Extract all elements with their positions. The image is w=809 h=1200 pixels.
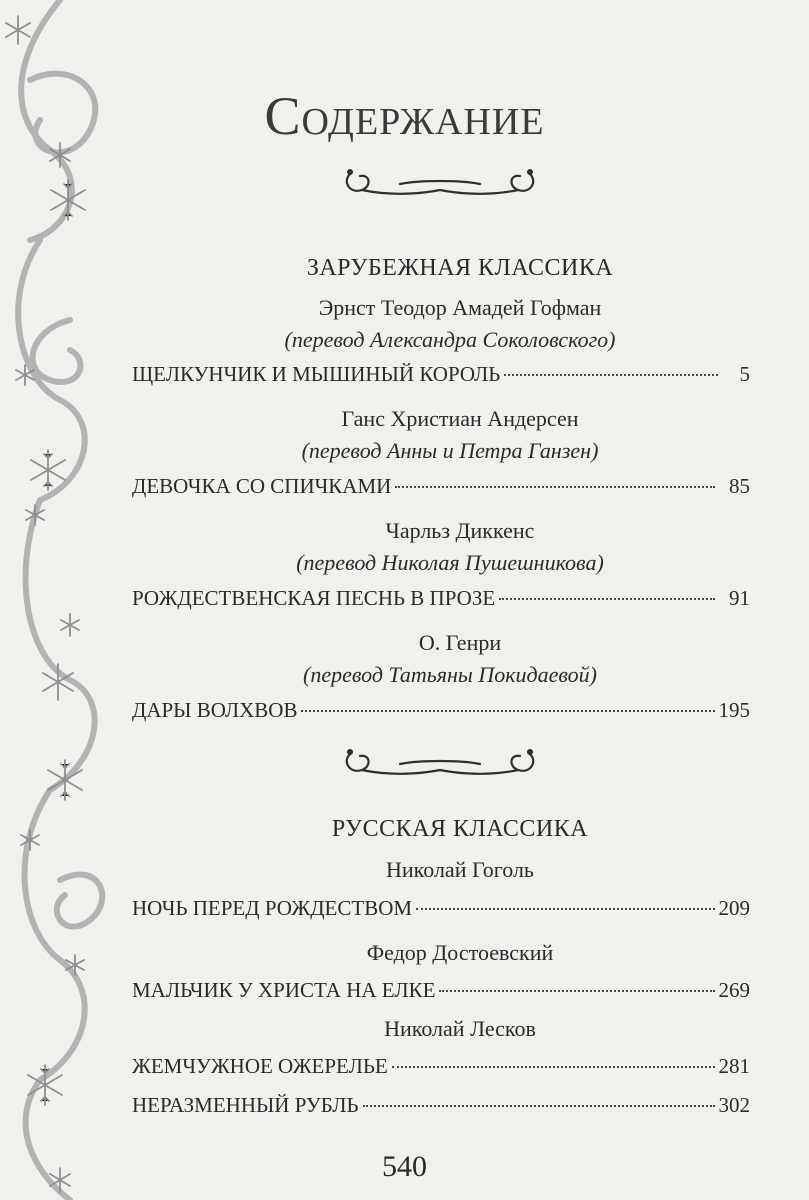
translator-note: (перевод Анны и Петра Ганзен): [301, 438, 599, 463]
author-name: Николай Гоголь: [386, 857, 534, 882]
author-name: Чарльз Диккенс: [385, 518, 535, 543]
dot-leader: [499, 598, 715, 600]
flourish-divider-icon: [340, 160, 540, 204]
dot-leader: [416, 908, 714, 910]
toc-entry[interactable]: [132, 362, 750, 387]
author-name: Ганс Христиан Андерсен: [341, 406, 579, 431]
toc-entry-title: ДЕВОЧКА СО СПИЧКАМИ: [132, 474, 392, 498]
translator-note: (перевод Николая Пушешникова): [296, 550, 604, 575]
dot-leader: [392, 1066, 715, 1068]
dot-leader: [301, 710, 714, 712]
snowflake-swirl-ornament-icon: [0, 0, 130, 1200]
translator-note: (перевод Александра Соколовского): [284, 327, 616, 352]
toc-entry[interactable]: [132, 474, 750, 499]
dot-leader: [504, 374, 717, 376]
toc-entry-page: 281: [718, 1054, 750, 1078]
toc-entry-page: 195: [718, 698, 750, 722]
page-number: 540: [382, 1150, 427, 1183]
toc-entry[interactable]: [132, 978, 750, 1003]
translator-note: (перевод Татьяны Покидаевой): [303, 662, 597, 687]
section-heading-foreign: ЗАРУБЕЖНАЯ КЛАССИКА: [306, 255, 614, 281]
toc-entry-title: ЩЕЛКУНЧИК И МЫШИНЫЙ КОРОЛЬ: [132, 362, 501, 386]
toc-entry-title: ЖЕМЧУЖНОЕ ОЖЕРЕЛЬЕ: [132, 1054, 388, 1078]
author-name: Эрнст Теодор Амадей Гофман: [318, 295, 602, 320]
author-name: Николай Лесков: [384, 1016, 536, 1041]
flourish-divider-icon: [340, 740, 540, 784]
page-title: Содержание: [264, 86, 545, 146]
toc-entry-page: 91: [729, 586, 750, 610]
dot-leader: [363, 1105, 715, 1107]
toc-entry-page: 269: [718, 978, 750, 1002]
toc-entry-page: 209: [718, 896, 750, 920]
toc-entry[interactable]: [132, 698, 750, 723]
toc-entry-title: МАЛЬЧИК У ХРИСТА НА ЕЛКЕ: [132, 978, 436, 1002]
author-name: О. Генри: [418, 630, 502, 655]
toc-entry-page: 85: [729, 474, 750, 498]
author-name: Федор Достоевский: [366, 940, 554, 965]
toc-entry-title: НОЧЬ ПЕРЕД РОЖДЕСТВОМ: [132, 896, 413, 920]
section-heading-russian: РУССКАЯ КЛАССИКА: [331, 816, 589, 842]
toc-entry-title: ДАРЫ ВОЛХВОВ: [132, 698, 298, 722]
toc-entry-title: РОЖДЕСТВЕНСКАЯ ПЕСНЬ В ПРОЗЕ: [132, 586, 496, 610]
dot-leader: [395, 486, 715, 488]
toc-entry[interactable]: [132, 1054, 750, 1079]
toc-entry-title: НЕРАЗМЕННЫЙ РУБЛЬ: [132, 1093, 359, 1117]
dot-leader: [439, 990, 714, 992]
toc-entry-page: 302: [718, 1093, 750, 1117]
toc-entry[interactable]: [132, 896, 750, 921]
toc-entry[interactable]: [132, 586, 750, 611]
toc-entry-page: 5: [739, 362, 750, 386]
toc-entry[interactable]: [132, 1093, 750, 1118]
